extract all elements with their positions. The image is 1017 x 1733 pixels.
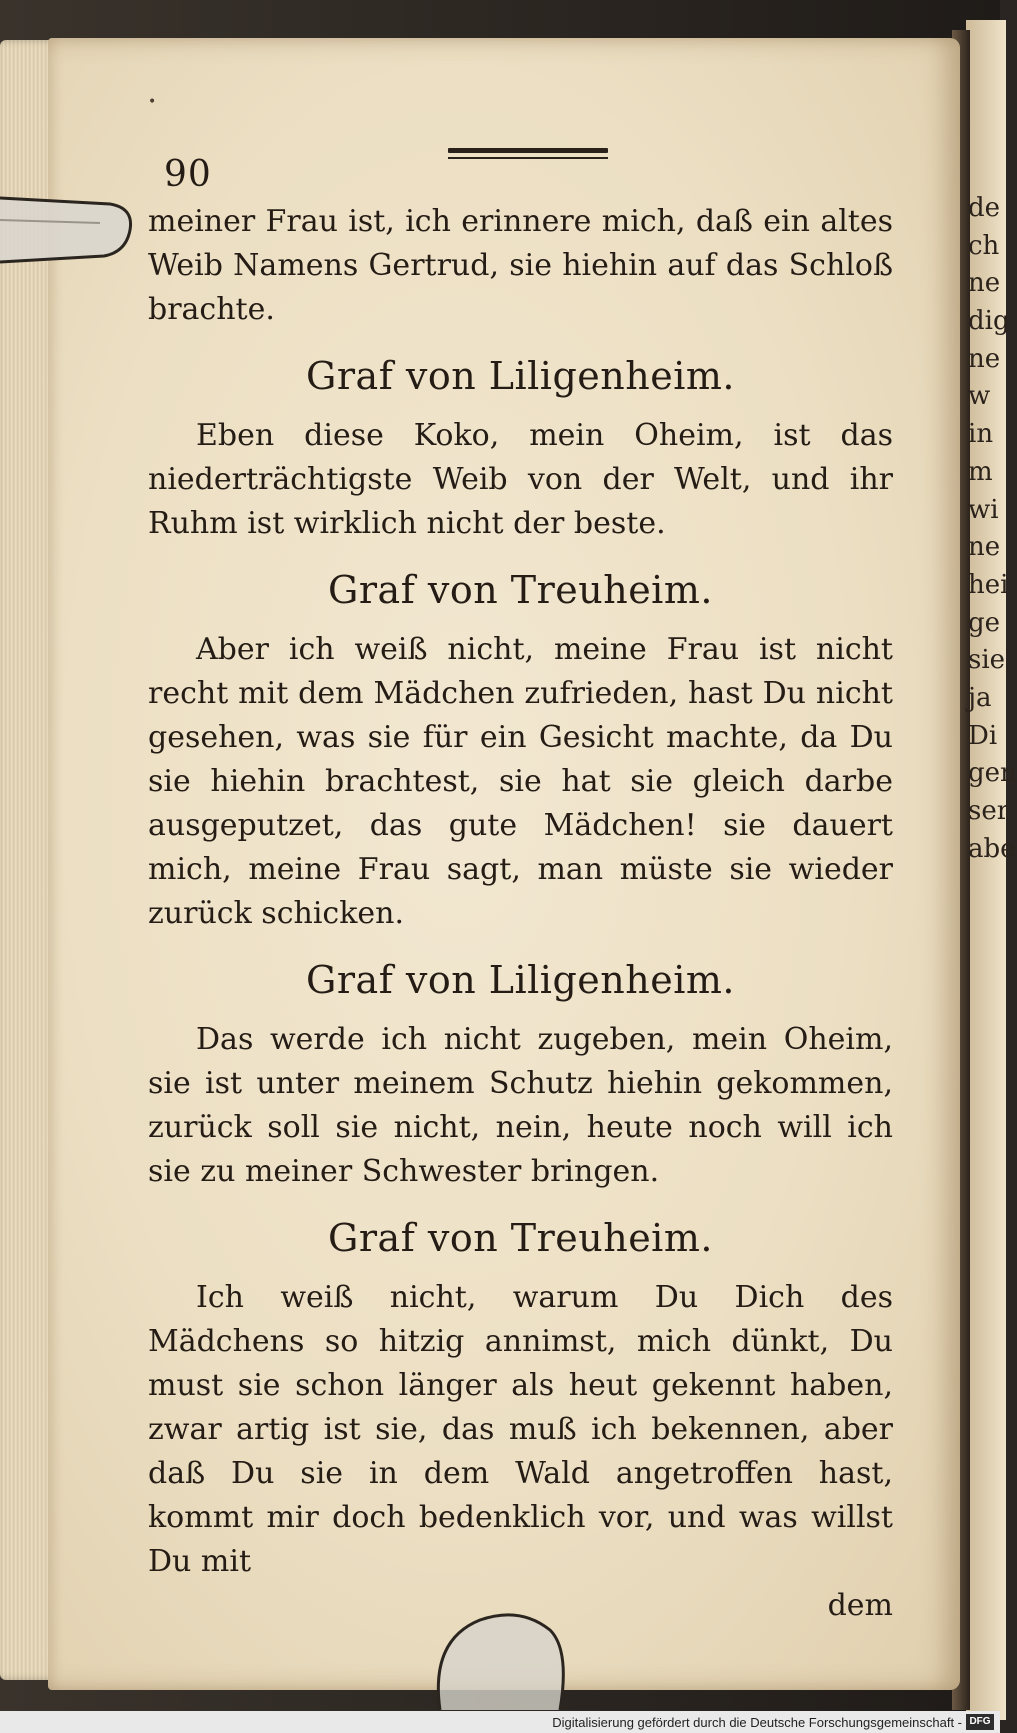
next-page-fragment: de: [968, 193, 1001, 223]
ink-speck: •: [148, 94, 157, 110]
next-page-fragment: m: [968, 456, 993, 487]
page-content: [148, 140, 893, 1628]
next-page-text-fragments: [968, 190, 1017, 868]
dfg-logo: DFG: [966, 1714, 994, 1730]
next-page-fragment: Di: [968, 720, 998, 751]
dialogue-paragraph: Ich weiß nicht, warum Du Dich des Mädchens so hitzig annimst, mich dünkt, Du must sie schon länger als heut gekennt haben, zwar artig ist sie, das muß ich bekennen, aber daß Du sie in dem Wald angetroffen hast, kommt mir doch bedenklich vor, und was willst Du mit: [148, 1280, 893, 1579]
next-page-fragment: ja: [968, 682, 992, 713]
next-page-fragment: ser: [968, 796, 1010, 826]
next-page-fragment: ge: [968, 607, 1001, 638]
next-page-fragment: abe: [968, 833, 1016, 864]
dialogue-paragraph: meiner Frau ist, ich erinnere mich, daß ein altes Weib Namens Gertrud, sie hiehin auf das Schloß brachte.: [148, 204, 893, 327]
next-page-fragment: wi: [968, 494, 999, 525]
next-page-fragment: sie: [968, 645, 1006, 676]
page-body: [148, 200, 893, 1584]
next-page-fragment: dig: [968, 306, 1010, 337]
dialogue-paragraph: Das werde ich nicht zugeben, mein Oheim, sie ist unter meinem Schutz hiehin gekommen, zurück soll sie nicht, nein, heute noch will ich sie zu meiner Schwester bringen.: [148, 1022, 893, 1189]
page-clip-bottom: [420, 1580, 620, 1710]
page-header: [148, 140, 893, 200]
page-number: 90: [164, 154, 212, 195]
next-page-fragment: w: [968, 381, 991, 412]
next-page-fragment: hei: [968, 569, 1009, 600]
speaker-heading: Graf von Liligenheim.: [306, 958, 735, 1002]
speaker-heading: Graf von Treuheim.: [328, 568, 713, 612]
header-rule: [448, 148, 608, 158]
next-page-fragment: ne: [968, 532, 1001, 563]
catchword: dem: [827, 1588, 893, 1623]
dialogue-paragraph: Aber ich weiß nicht, meine Frau ist nicht recht mit dem Mädchen zufrieden, hast Du nicht gesehen, was sie für ein Gesicht machte, da Du sie hiehin brachtest, sie hat sie gleich darbe ausgeputzet, das gute Mädchen! sie dauert mich, meine Frau sagt, man müste sie wieder zurück schicken.: [148, 632, 893, 931]
footer-credit: Digitalisierung gefördert durch die Deutsche Forschungsgemeinschaft -: [552, 1715, 962, 1730]
next-page-fragment: gen: [968, 758, 1017, 789]
speaker-heading: Graf von Liligenheim.: [306, 354, 735, 398]
next-page-fragment: ne: [968, 268, 1001, 299]
footer-strip: [0, 1711, 1000, 1733]
next-page-fragment: ne: [968, 343, 1001, 374]
next-page-fragment: ch: [968, 230, 1000, 261]
dialogue-paragraph: Eben diese Koko, mein Oheim, ist das niederträchtigste Weib von der Welt, und ihr Ruhm ist wirklich nicht der beste.: [148, 418, 893, 541]
next-page-fragment: in: [968, 419, 994, 450]
speaker-heading: Graf von Treuheim.: [328, 1216, 713, 1260]
page-clip-left: [0, 190, 140, 270]
